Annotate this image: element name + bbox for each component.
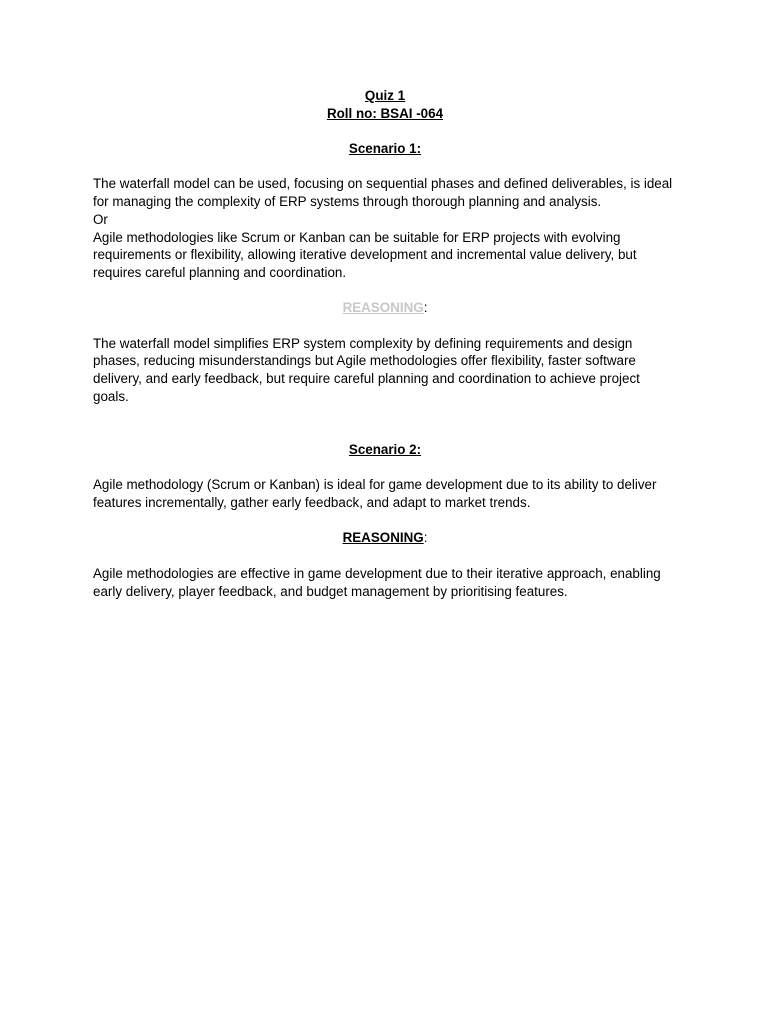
- scenario-1-reasoning-heading: [93, 299, 677, 317]
- scenario-2-reasoning-label: REASONING: [342, 530, 424, 546]
- spacer: [93, 122, 677, 140]
- scenario-2-reasoning-heading: [93, 529, 677, 547]
- scenario-1-answer-agile: Agile methodologies like Scrum or Kanban can be suitable for ERP projects with evolving requirements or flexibility, allowing iterative development and incremental value delivery, but requires careful planning and coordination.: [93, 229, 637, 280]
- spacer: [93, 158, 677, 176]
- document-page: [93, 87, 677, 600]
- spacer: [93, 282, 677, 300]
- spacer: [93, 459, 677, 477]
- roll-number: Roll no: BSAI -064: [326, 105, 444, 121]
- quiz-title: Quiz 1: [364, 88, 406, 103]
- scenario-2-reasoning-text: Agile methodologies are effective in game development due to their iterative approach, enabling early delivery, player feedback, and budget management by prioritising features.: [93, 565, 661, 599]
- scenario-1-reasoning-text: The waterfall model simplifies ERP system complexity by defining requirements and design phases, reducing misunderstandings but Agile methodologies offer flexibility, faster software delivery, and early feedback, but require careful planning and coordination to achieve project goals.: [93, 335, 640, 404]
- spacer: [93, 406, 677, 441]
- spacer: [93, 512, 677, 530]
- scenario-1-heading: Scenario 1:: [348, 141, 422, 157]
- spacer: [93, 547, 677, 565]
- scenario-1-or: Or: [93, 211, 108, 227]
- scenario-1-answer-waterfall: The waterfall model can be used, focusing on sequential phases and defined deliverables, is ideal for managing the complexity of ERP systems through thorough planning and analysis.: [93, 176, 673, 210]
- scenario-2-answer: Agile methodology (Scrum or Kanban) is ideal for game development due to its ability to deliver features incrementally, gather early feedback, and adapt to market trends.: [93, 477, 657, 511]
- scenario-1-reasoning-colon: :: [423, 300, 428, 316]
- scenario-1-reasoning-label: REASONING: [342, 300, 424, 316]
- scenario-2-reasoning-colon: :: [423, 530, 428, 546]
- spacer: [93, 317, 677, 335]
- scenario-2-heading: Scenario 2:: [348, 441, 422, 457]
